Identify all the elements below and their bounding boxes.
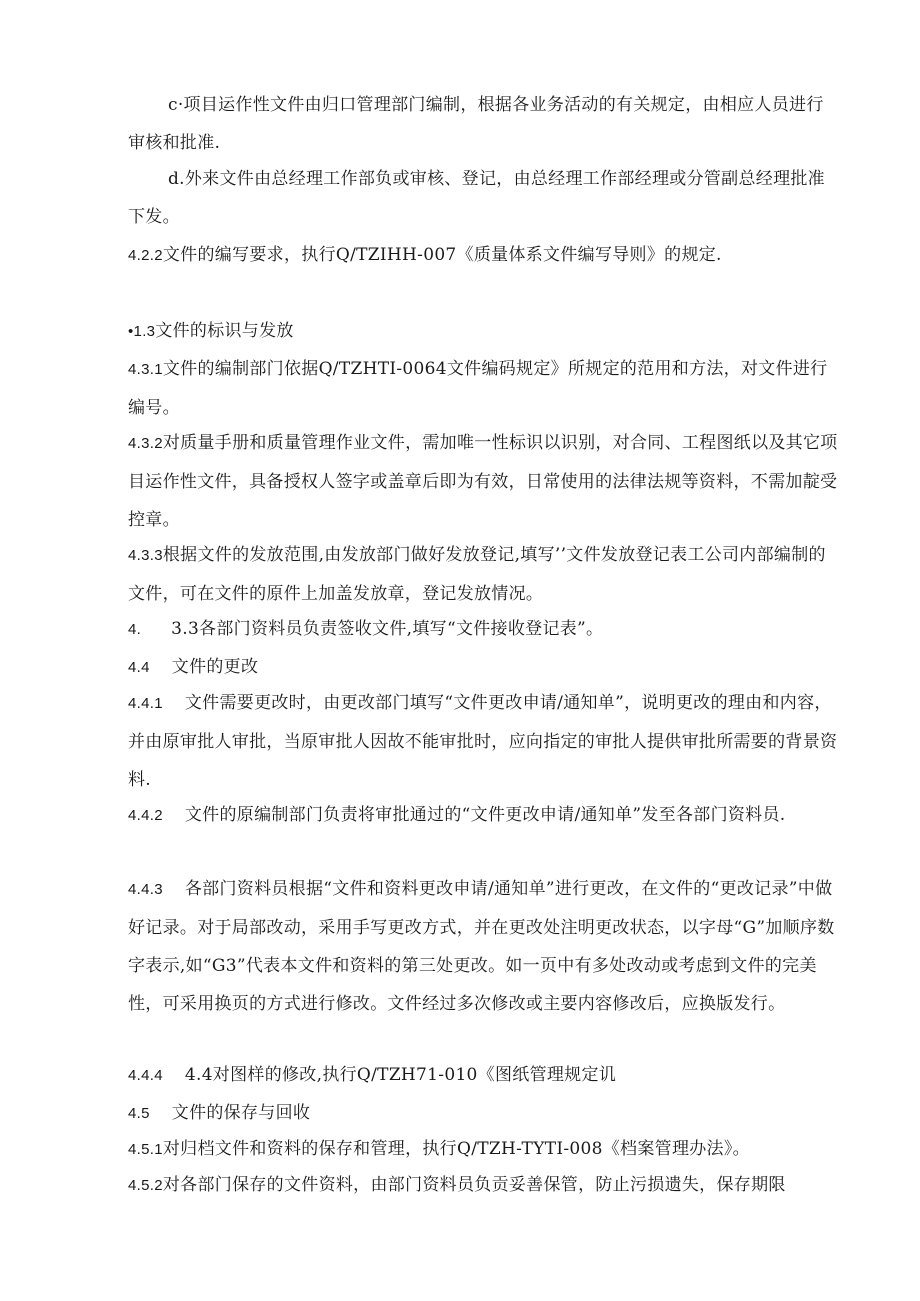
section-number: 4.5.1	[128, 1141, 163, 1158]
paragraph-4-3-3	[128, 536, 838, 613]
paragraph-text: 文件的编制部门依据Q/TZHTI-0064文件编码规定》所规定的范用和方法，对文件进行编号。	[128, 359, 828, 418]
paragraph-text: 文件的原编制部门负责将审批通过的“文件更改申请/通知单”发至各部门资料员.	[184, 805, 786, 825]
section-number: 4.3.1	[128, 361, 163, 378]
section-number: •1.3	[128, 323, 156, 340]
paragraph-text: 4.4对图样的修改,执行Q/TZH71-010《图纸管理规定讥	[184, 1065, 617, 1085]
heading-4-4	[128, 648, 838, 687]
paragraph-4-3-2	[128, 424, 838, 539]
paragraph-text: 文件的编写要求，执行Q/TZIHH-007《质量体系文件编写导则》的规定.	[162, 245, 722, 265]
heading-text: 文件的标识与发放	[155, 321, 294, 341]
paragraph-text: 对归档文件和资料的保存和管理，执行Q/TZH-TYTI-008《档案管理办法》。	[162, 1139, 750, 1159]
section-number: 4.3.3	[128, 547, 163, 564]
paragraph-4-4-2	[128, 796, 838, 835]
paragraph-4-3-1	[128, 350, 838, 427]
paragraph-c-item: c·项目运作性文件由归口管理部门编制，根据各业务活动的有关规定，由相应人员进行审核和批准.	[128, 95, 824, 153]
heading-text: 文件的更改	[171, 657, 259, 677]
heading-text: 文件的保存与回收	[171, 1103, 311, 1123]
paragraph-4-3-3-sign	[128, 610, 838, 649]
paragraph-text: 根据文件的发放范围,由发放部门做好发放登记,填写’’文件发放登记表工公司内部编制的文件，可在文件的原件上加盖发放章，登记发放情况。	[128, 545, 826, 604]
section-number: 4.2.2	[128, 247, 163, 264]
section-number: 4.	[128, 621, 142, 638]
heading-4-5	[128, 1094, 838, 1133]
section-number: 4.4.4	[128, 1067, 163, 1084]
paragraph-text: 3.3各部门资料员负责签收文件,填写“文件接收登记表”。	[171, 619, 604, 639]
paragraph-4-4-1	[128, 684, 838, 799]
paragraph-4-4-3	[128, 870, 838, 1023]
paragraph-text: 对各部门保存的文件资料，由部门资料员负贡妥善保管，防止污损遗失，保存期限	[162, 1175, 786, 1195]
section-number: 4.4.1	[128, 695, 163, 712]
section-number: 4.5	[128, 1105, 150, 1122]
section-number: 4.3.2	[128, 435, 163, 452]
paragraph-4-5-1	[128, 1130, 838, 1169]
section-number: 4.4.2	[128, 807, 163, 824]
section-number: 4.4.3	[128, 881, 163, 898]
paragraph-text: 文件需要更改时，由更改部门填写“文件更改申请/通知单”，说明更改的理由和内容，并由原审批人审批，当原审批人因故不能审批时，应向指定的审批人提供审批所需要的背景资料.	[128, 693, 838, 790]
paragraph-4-5-2	[128, 1166, 838, 1205]
section-number: 4.4	[128, 659, 150, 676]
paragraph-d-item: d.外来文件由总经理工作部负或审核、登记，由总经理工作部经理或分管副总经理批准下发。	[128, 169, 825, 227]
paragraph-4-2-2	[128, 236, 838, 275]
paragraph-text: 对质量手册和质量管理作业文件，需加唯一性标识以识别，对合同、工程图纸以及其它项目运作性文件，具备授权人签字或盖章后即为有效，日常使用的法律法规等资料，不需加靛受控章。	[128, 433, 838, 530]
section-number: 4.5.2	[128, 1177, 163, 1194]
paragraph-4-4-4	[128, 1056, 838, 1095]
heading-4-3	[128, 312, 838, 351]
paragraph-text: 各部门资料员根据“文件和资料更改申请/通知单”进行更改，在文件的“更改记录”中做好记录。对于局部改动，采用手写更改方式，并在更改处注明更改状态，以字母“G”加顺序数字表示,如“G3”代表本文件和资料的第三处更改。如一页中有多处改动或考虑到文件的完美性，可采用换页的方式进行修改。文件经过多次修改或主要内容修改后，应换版发行。	[128, 879, 835, 1014]
